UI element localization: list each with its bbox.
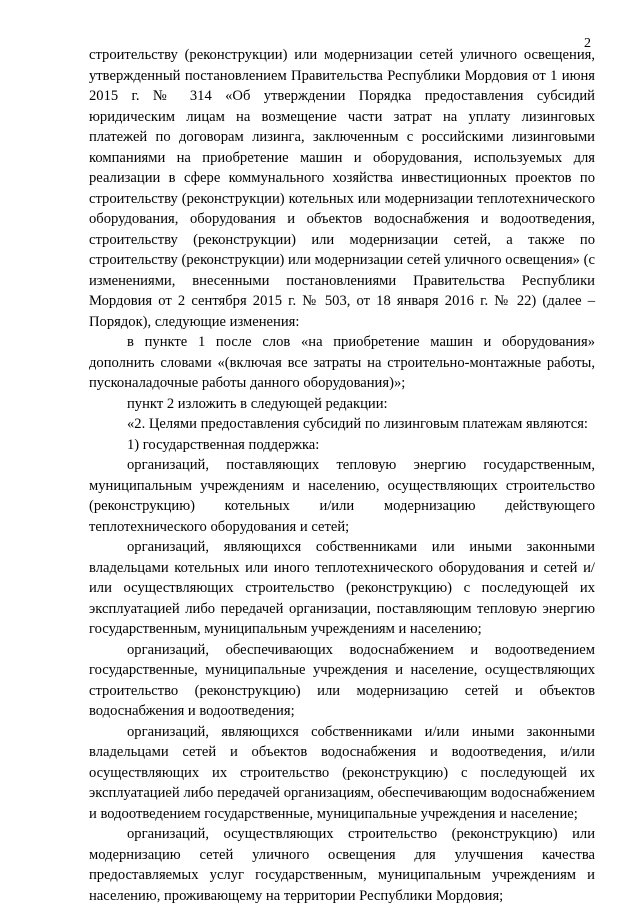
paragraph-street-lighting: организаций, осуществляющих строительство (реконструкцию) или модернизацию сетей уличного освещения для улучшения качества предоставляемых услуг государственным, муниципальным учреждениям и населению, проживающему на территории Республики Мордовия; — [89, 826, 595, 904]
paragraph-point-2-intro: пункт 2 изложить в следующей редакции: — [127, 395, 388, 412]
paragraph-water-suppliers: организаций, обеспечивающих водоснабжением и водоотведением государственные, муниципальные учреждения и население, осуществляющих строительство (реконструкцию) или модернизацию сетей и объектов водоснабжения и водоотведения; — [89, 641, 595, 719]
paragraph-point-1-amendment: в пункте 1 после слов «на приобретение машин и оборудования» дополнить словами «(включая все затраты на строительно-монтажные работы, пусконаладочные работы данного оборудования)»; — [89, 334, 595, 391]
page-number: 2 — [584, 36, 591, 51]
paragraph-subpoint-1: 1) государственная поддержка: — [127, 436, 320, 453]
paragraph-point-2-text: «2. Целями предоставления субсидий по лизинговым платежам являются: — [127, 416, 588, 432]
paragraph-heat-owners: организаций, являющихся собственниками или иными законными владельцами котельных или иного теплотехнического оборудования и сетей и/или осуществляющих строительство (реконструкцию) с последующей их эксплуатацией либо передачей организации, поставляющим тепловую энергию государственным, муниципальным учреждениям и населению; — [89, 539, 595, 637]
paragraph-water-owners: организаций, являющихся собственниками и/или иными законными владельцами сетей и объектов водоснабжения и водоотведения, и/или осуществляющих их строительство (реконструкцию) с последующей их эксплуатацией либо передачей организациям, обеспечивающим водоснабжением и водоотведением государственные, муниципальные учреждения и население; — [89, 723, 595, 822]
document-body — [89, 45, 595, 906]
paragraph-heat-suppliers: организаций, поставляющих тепловую энергию государственным, муниципальным учреждениям и населению, осуществляющих строительство (реконструкцию) котельных и/или модернизацию действующего теплотехнического оборудования и сетей; — [89, 457, 595, 535]
paragraph-continuation: строительству (реконструкции) или модернизации сетей уличного освещения, утвержденный постановлением Правительства Республики Мордовия от 1 июня 2015 г. № 314 «Об утверждении Порядка предоставления субсидий юридическим лицам на возмещение части затрат на уплату лизинговых платежей по договорам лизинга, заключенным с российскими лизинговыми компаниями на приобретение машин и оборудования, используемых для реализации в сфере коммунального хозяйства инвестиционных проектов по строительству (реконструкции) котельных или модернизации теплотехнического оборудования, оборудования и объектов водоснабжения и водоотведения, строительству (реконструкции) или модернизации сетей, а также по строительству (реконструкции) или модернизации сетей уличного освещения» (с изменениями, внесенными постановлениями Правительства Республики Мордовия от 2 сентября 2015 г. № 503, от 18 января 2016 г. № 22) (далее – Порядок), следующие изменения: — [89, 47, 595, 330]
